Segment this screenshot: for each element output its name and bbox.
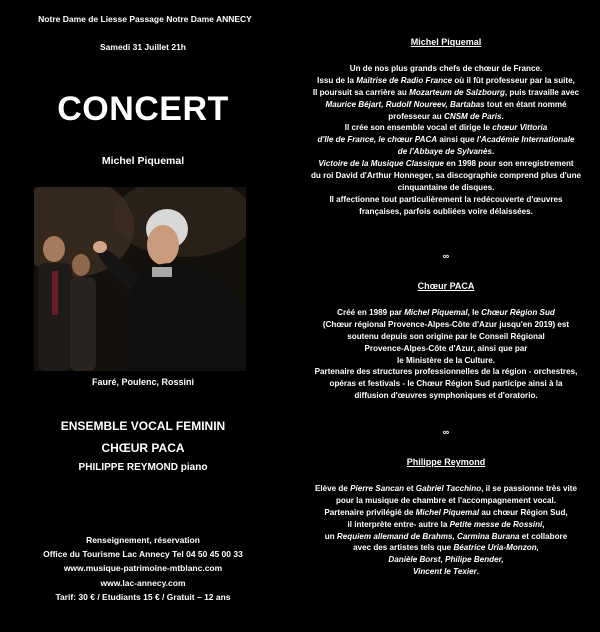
text-segment: au chœur Région Sud, [479,507,568,517]
text-segment: Il crée son ensemble vocal et dirige le [344,123,493,133]
right-column [296,0,596,632]
event-date: Samedi 31 Juillet 21h [100,42,186,52]
italic-text: Michel Piquemal [404,307,468,317]
text-segment: opéras et festivals - le Chœur Région Sud participe ainsi à la [329,379,563,389]
info-block [0,533,286,604]
text-line [296,307,596,319]
text-segment: Issu de la [317,75,357,85]
text-segment: , il se passionne très vite [481,483,577,493]
text-line [296,134,596,146]
text-line [296,390,596,402]
text-segment: , le [467,307,482,317]
italic-text: Petite messe de Rossini [449,519,543,529]
text-segment: le Ministère de la Culture. [396,355,496,365]
text-line [296,554,596,566]
text-line [296,343,596,355]
italic-text: Victoire de la Musique Classique [318,159,445,169]
text-segment: et [404,483,416,493]
text-segment: , [542,519,545,529]
text-line [296,99,596,111]
text-segment: professeur au [388,111,444,121]
text-segment: soutenu depuis son origine par le Conseil Régional [347,331,545,341]
text-line [296,206,596,218]
text-line [296,366,596,378]
italic-text: Michel Piquemal [415,507,480,517]
text-segment: . [491,147,495,157]
conductor-photo [34,187,246,371]
text-line [296,122,596,134]
text-line [296,170,596,182]
composers-list: Fauré, Poulenc, Rossini [91,377,195,387]
italic-text: Maurice Béjart, Rudolf Noureev, Bartabas [325,99,485,109]
text-segment: Il affectionne tout particulièrement la redécouverte d'œuvres [329,194,563,204]
text-segment: Un de nos plus grands chefs de chœur de France. [349,63,543,73]
text-line [296,566,596,578]
text-line [296,331,596,343]
italic-text: Requiem allemand de Brahms, Carmina Burana [336,531,520,541]
conductor-photo-illustration [34,187,246,371]
text-line [296,319,596,331]
text-segment: . [501,111,504,121]
text-segment: et collabore [519,531,568,541]
text-line [296,111,596,123]
text-segment: tout en étant nommé [484,99,567,109]
text-line [296,355,596,367]
bio-choeur-paca-heading: Chœur PACA [417,281,475,291]
text-segment: françaises, parfois oubliées voire délaissées. [359,206,533,216]
text-segment: Elève de [314,483,351,493]
text-segment: ainsi que [437,135,477,145]
tourism-office-phone: Office du Tourisme Lac Annecy Tel 04 50 45 00 33 [43,549,243,560]
text-segment: avec des artistes tels que [353,543,454,553]
text-segment: Provence-Alpes-Côte d'Azur, ainsi que par [364,343,528,353]
text-segment: un [324,531,337,541]
ensemble-name: ENSEMBLE VOCAL FEMININ [60,419,226,433]
italic-text: Béatrice Uria-Monzon, [453,543,539,553]
text-segment: Partenaire des structures professionnelles de la région - orchestres, [314,367,578,377]
text-segment: où il fût professeur par la suite, [452,75,575,85]
text-segment: pour la musique de chambre et l'accompagnement vocal. [335,495,557,505]
info-heading: Renseignement, réservation [86,535,200,545]
text-segment: , puis travaille avec [504,87,580,97]
italic-text: Danièle Borst, Philipe Bender, [388,555,504,565]
concert-title: CONCERT [57,90,229,128]
bio-philippe-reymond-heading: Philippe Reymond [406,457,486,467]
bio-michel-piquemal [296,37,596,218]
text-segment: Partenaire privilégié de [324,507,416,517]
text-segment: en 1998 pour son enregistrement [444,159,574,169]
bio-philippe-reymond [296,457,596,578]
choir-name: CHŒUR PACA [101,441,185,455]
text-segment: il interprète entre- autre la [347,519,450,529]
bio-michel-piquemal-heading: Michel Piquemal [410,37,482,47]
text-segment: Il poursuit sa carrière au [312,87,410,97]
italic-text: Gabriel Tacchino [415,483,482,493]
website-link-lac-annecy[interactable]: www.lac-annecy.com [100,577,186,588]
text-line [296,378,596,390]
pianist-name: PHILIPPE REYMOND piano [78,462,208,473]
text-line [296,146,596,158]
text-line [296,507,596,519]
text-segment: . [476,567,479,577]
text-line [296,519,596,531]
text-line [296,495,596,507]
left-column [0,0,286,632]
text-line [296,63,596,75]
separator-symbol: ∞ [442,427,450,437]
bio-choeur-paca [296,281,596,402]
ticket-prices: Tarif: 30 € / Etudiants 15 € / Gratuit – 12 ans [55,591,231,602]
bio-choeur-paca-text [296,307,596,402]
italic-text: d'Ile de France, le chœur PACA [317,135,438,145]
italic-text: de l'Abbaye de Sylvanès [397,147,492,157]
website-link-musique[interactable]: www.musique-patrimoine-mtblanc.com [63,563,223,574]
text-segment: Créé en 1989 par [337,307,405,317]
italic-text: Maîtrise de Radio France [356,75,453,85]
text-line [296,531,596,543]
text-line [296,182,596,194]
text-line [296,194,596,206]
conductor-name: Michel Piquemal [101,155,185,167]
italic-text: Mozarteum de Salzbourg [409,87,505,97]
italic-text: Chœur Région Sud [481,307,555,317]
text-line [296,542,596,554]
italic-text: l'Académie Internationale [476,135,575,145]
text-line [296,158,596,170]
text-line [296,75,596,87]
separator-symbol: ∞ [442,251,450,261]
text-segment: diffusion d'œuvres symphoniques et d'oratorio. [354,391,538,401]
text-segment: cinquantaine de disques. [397,182,495,192]
text-segment: (Chœur régional Provence-Alpes-Côte d'Azur jusqu'en 2019) est [322,319,570,329]
italic-text: chœur Vittoria [492,123,548,133]
venue-text: Notre Dame de Liesse Passage Notre Dame ANNECY [38,14,252,24]
bio-philippe-reymond-text [296,483,596,578]
text-line [296,87,596,99]
italic-text: CNSM de Paris [443,111,502,121]
italic-text: Pierre Sancan [350,483,405,493]
bio-michel-piquemal-text [296,63,596,218]
italic-text: Vincent le Texier [413,567,477,577]
text-segment: du roi David d'Arthur Honneger, sa discographie comprend plus d'une [310,171,582,181]
text-line [296,483,596,495]
